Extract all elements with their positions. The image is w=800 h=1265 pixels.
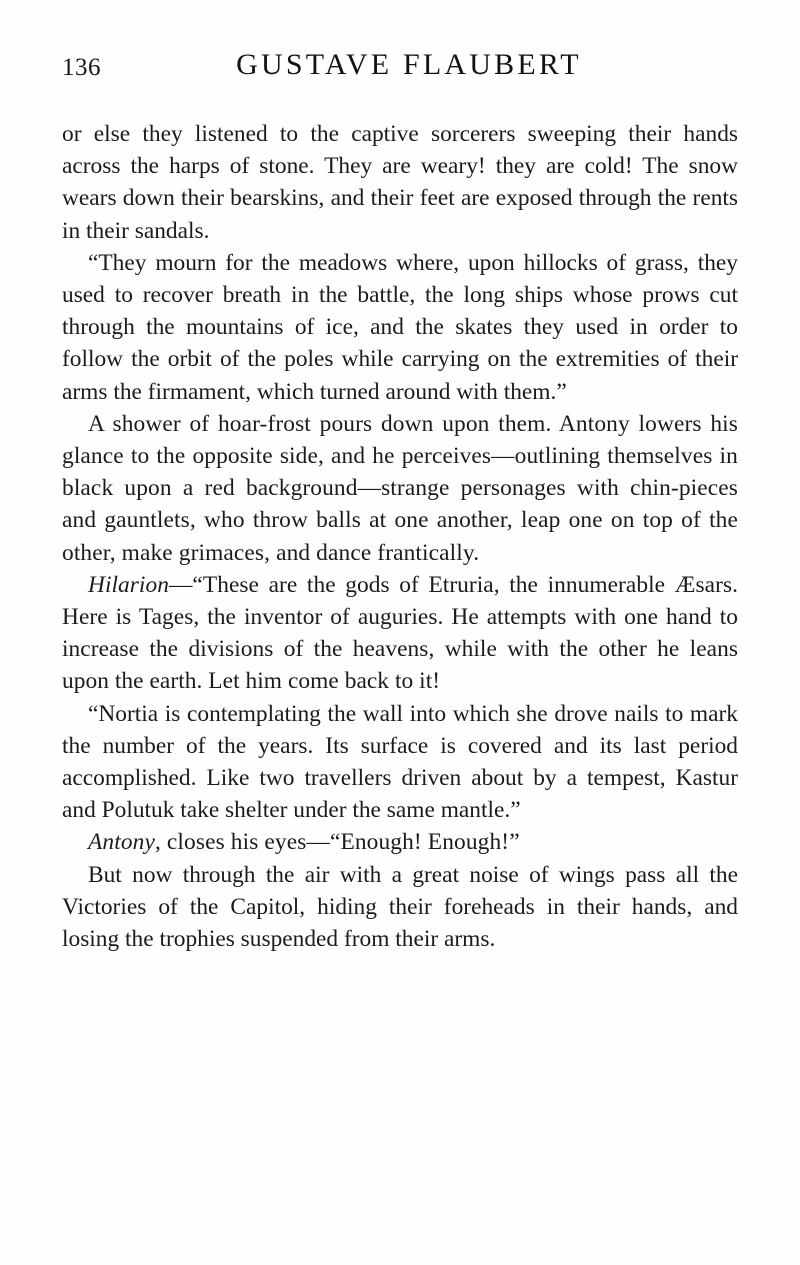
paragraph-text: “Nortia is contemplating the wall into which she drove nails to mark the number of the years. Its surface is covered and its last period accomplished. Like two travellers driven about by a tempest, Kastur and Polutuk take shelter under the same mantle.” (62, 700, 738, 824)
paragraph (62, 408, 738, 569)
running-title: GUSTAVE FLAUBERT (236, 48, 582, 81)
paragraph (62, 247, 738, 408)
speaker-name: Antony (88, 829, 155, 856)
paragraph-text: But now through the air with a great noise of wings pass all the Victories of the Capitol, hiding their foreheads in their hands, and losing the trophies suspended from their arms. (62, 861, 738, 953)
paragraph (62, 698, 738, 827)
page-number: 136 (62, 54, 101, 81)
paragraph (62, 118, 738, 247)
paragraph-speech (62, 569, 738, 698)
paragraph-text: , closes his eyes—“Enough! Enough!” (154, 829, 520, 856)
paragraph (62, 859, 738, 956)
paragraph-text: or else they listened to the captive sorcerers sweeping their hands across the harps of stone. They are weary! they are cold! The snow wears down their bearskins, and their feet are exposed through the rents in their sandals. (62, 121, 738, 244)
paragraph-text: “They mourn for the meadows where, upon hillocks of grass, they used to recover breath in the battle, the long ships whose prows cut through the mountains of ice, and the skates they used in order to follow the orbit of the poles while carrying on the extremities of their arms the firmament, which turned around with them.” (62, 249, 738, 405)
body-text (62, 118, 738, 955)
paragraph-text: —“These are the gods of Etruria, the innumerable Æsars. Here is Tages, the inventor of auguries. He attempts with one hand to increase the divisions of the heavens, while with the other he leans upon the earth. Let him come back to it! (62, 571, 738, 695)
paragraph-text: A shower of hoar-frost pours down upon them. Antony lowers his glance to the opposite side, and he perceives—outlining themselves in black upon a red background—strange personages with chin-pieces and gauntlets, who throw balls at one another, leap one on top of the other, make grimaces, and dance frantically. (62, 410, 738, 566)
speaker-name: Hilarion (88, 571, 169, 598)
paragraph-speech (62, 826, 738, 858)
page-header (62, 48, 738, 94)
